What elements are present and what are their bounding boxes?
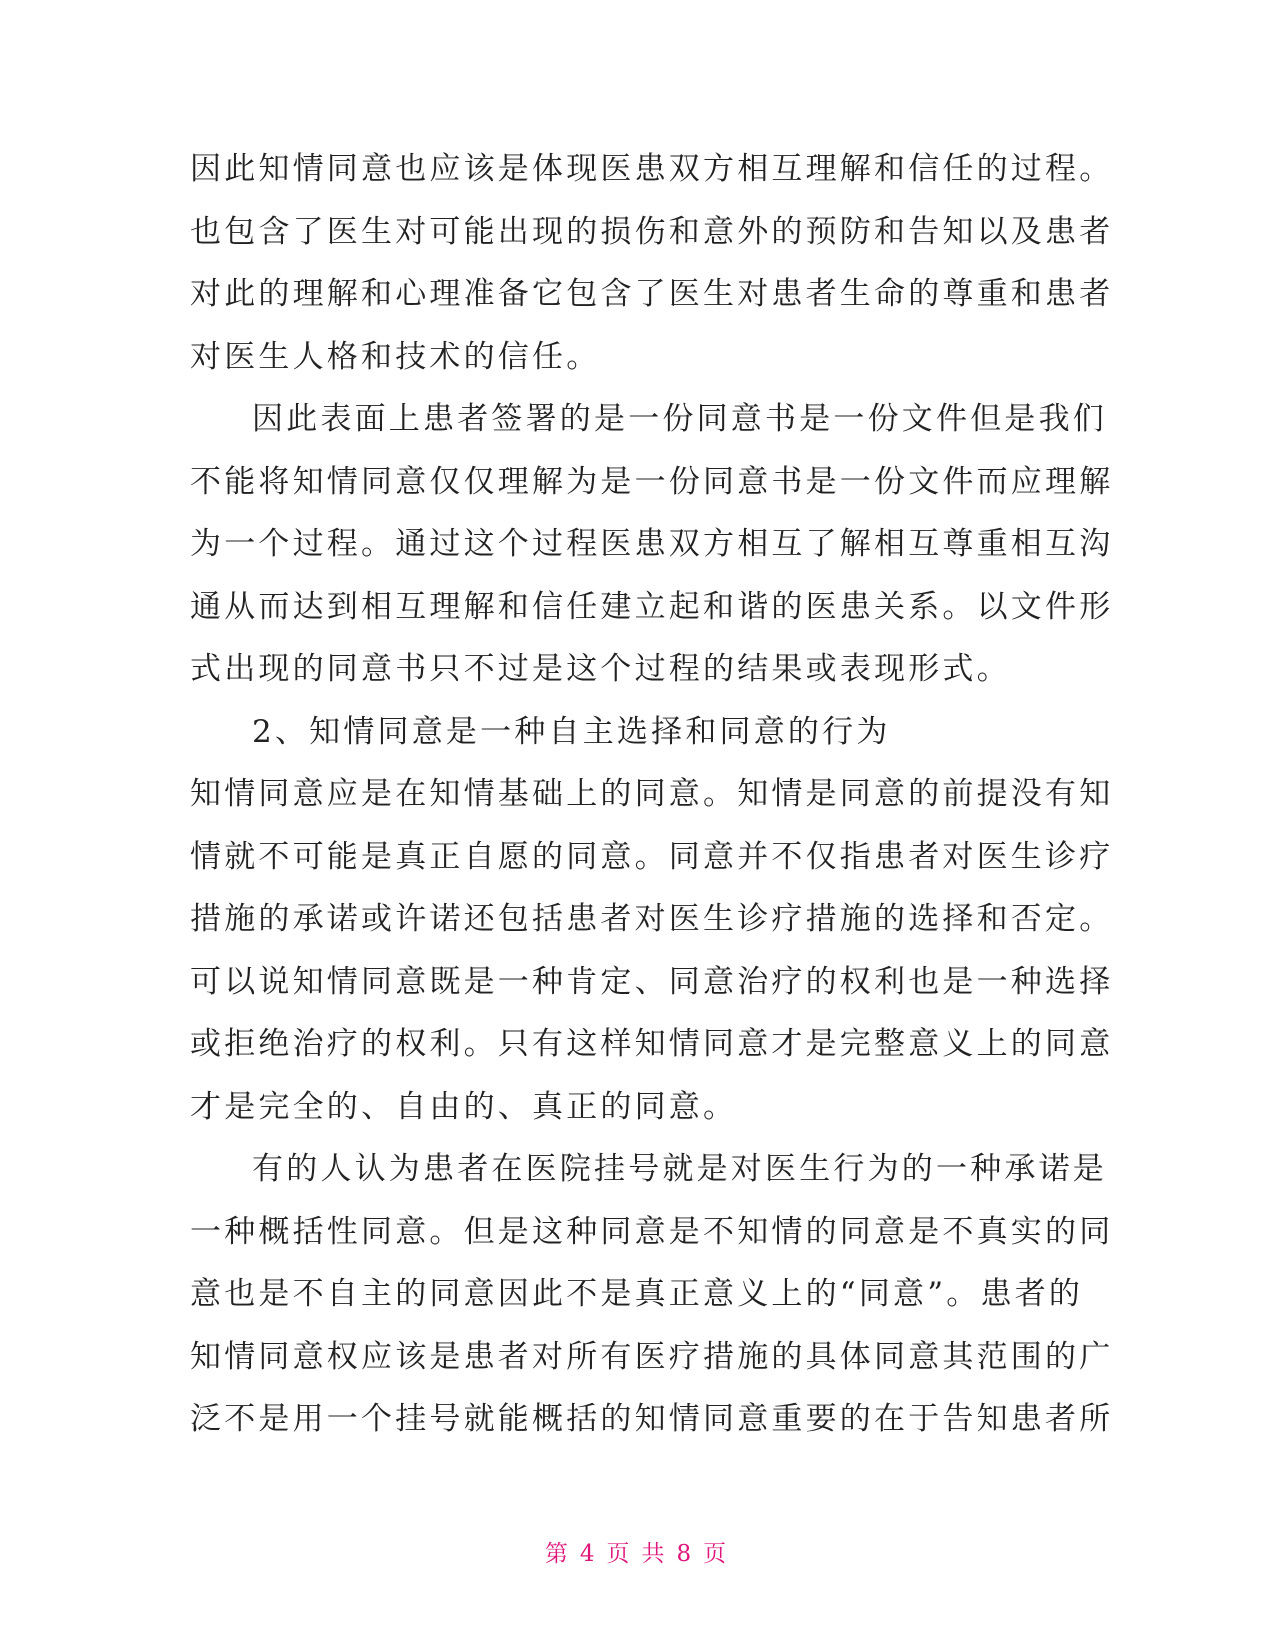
text-line: 才是完全的、自由的、真正的同意。 — [190, 1088, 738, 1125]
text-line: 或拒绝治疗的权利。只有这样知情同意才是完整意义上的同意 — [190, 1026, 1114, 1062]
page-footer — [0, 1535, 1275, 1568]
paragraph-first-line: 因此表面上患者签署的是一份同意书是一份文件但是我们 — [252, 401, 1107, 437]
text-line: 对此的理解和心理准备它包含了医生对患者生命的尊重和患者 — [190, 276, 1114, 312]
text-line: 为一个过程。通过这个过程医患双方相互了解相互尊重相互沟 — [190, 526, 1114, 562]
text-line: 泛不是用一个挂号就能概括的知情同意重要的在于告知患者所 — [190, 1401, 1114, 1437]
text-line: 意也是不自主的同意因此不是真正意义上的“同意”。患者的 — [190, 1276, 1084, 1312]
text-line: 情就不可能是真正自愿的同意。同意并不仅指患者对医生诊疗 — [190, 838, 1114, 875]
text-line: 知情同意权应该是患者对所有医疗措施的具体同意其范围的广 — [190, 1338, 1114, 1375]
text-line: 因此知情同意也应该是体现医患双方相互理解和信任的过程。 — [190, 151, 1114, 187]
text-line: 措施的承诺或许诺还包括患者对医生诊疗措施的选择和否定。 — [190, 901, 1114, 937]
text-line: 通从而达到相互理解和信任建立起和谐的医患关系。以文件形 — [190, 588, 1114, 625]
footer-total-word: 共 — [641, 1541, 669, 1567]
footer-suffix: 页 — [703, 1541, 731, 1567]
footer-current-page: 4 — [579, 1541, 599, 1567]
text-line: 知情同意应是在知情基础上的同意。知情是同意的前提没有知 — [190, 776, 1114, 812]
footer-page-word: 页 — [606, 1541, 634, 1567]
document-body — [190, 138, 1114, 1451]
text-line: 式出现的同意书只不过是这个过程的结果或表现形式。 — [190, 651, 1011, 687]
footer-prefix: 第 — [544, 1541, 572, 1567]
section-heading: 2、知情同意是一种自主选择和同意的行为 — [252, 713, 891, 750]
text-line: 对医生人格和技术的信任。 — [190, 338, 601, 375]
text-line: 可以说知情同意既是一种肯定、同意治疗的权利也是一种选择 — [190, 963, 1114, 1000]
paragraph-first-line: 有的人认为患者在医院挂号就是对医生行为的一种承诺是 — [252, 1151, 1107, 1187]
text-line: 不能将知情同意仅仅理解为是一份同意书是一份文件而应理解 — [190, 463, 1114, 500]
footer-total-pages: 8 — [676, 1541, 696, 1567]
text-line: 也包含了医生对可能出现的损伤和意外的预防和告知以及患者 — [190, 213, 1114, 250]
text-line: 一种概括性同意。但是这种同意是不知情的同意是不真实的同 — [190, 1213, 1114, 1250]
